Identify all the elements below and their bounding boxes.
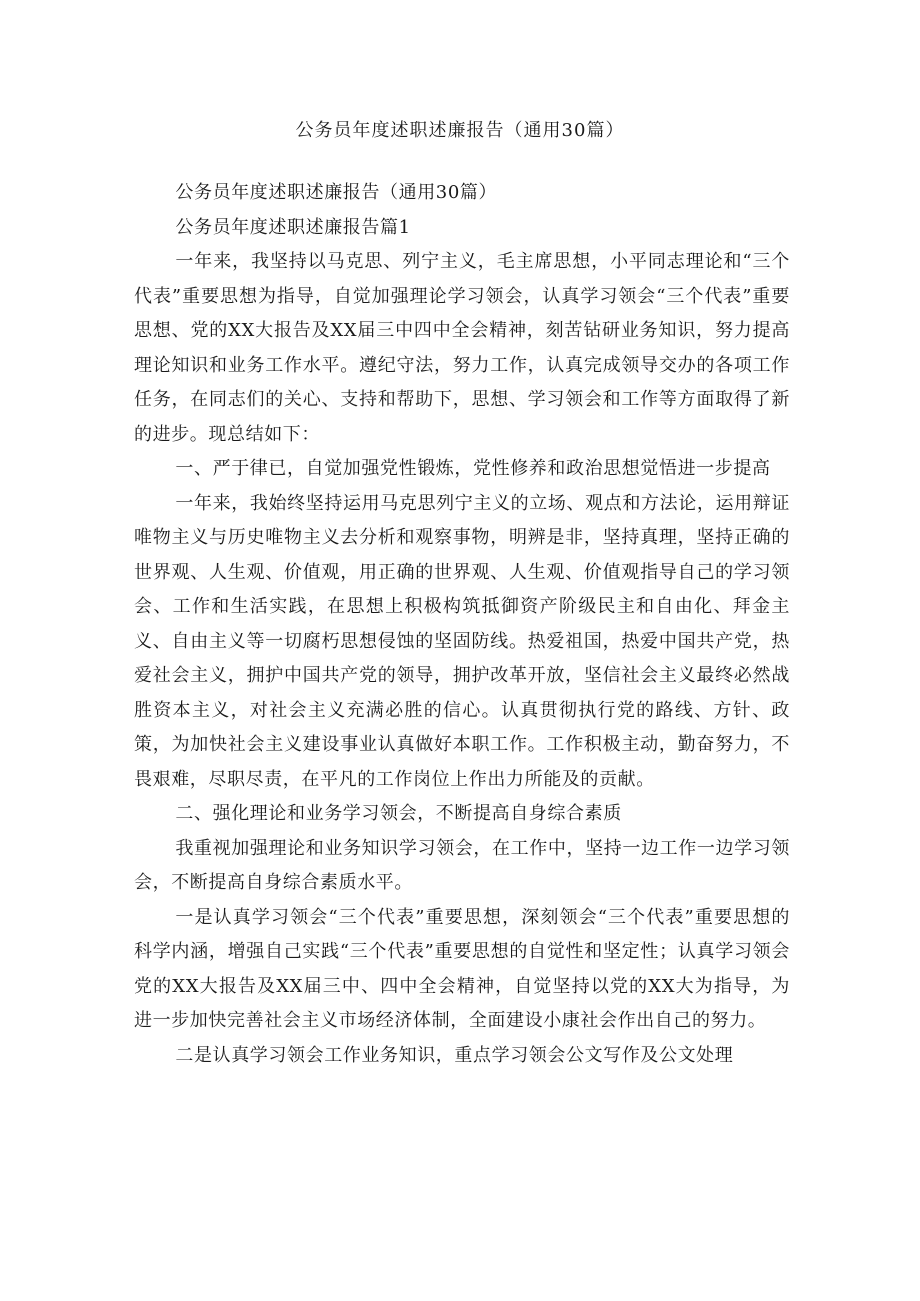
paragraph: 一是认真学习领会“三个代表”重要思想，深刻领会“三个代表”重要思想的科学内涵，增强自己实践“三个代表”重要思想的自觉性和坚定性；认真学习领会党的XX大报告及XX届三中、四中全会精神，自觉坚持以党的XX大为指导，为进一步加快完善社会主义市场经济体制，全面建设小康社会作出自己的努力。 [134, 906, 790, 1031]
subtitle-line: 公务员年度述职述廉报告（通用30篇） [175, 182, 498, 203]
paragraph: 二是认真学习领会工作业务知识，重点学习领会公文写作及公文处理 [175, 1044, 734, 1066]
section-heading: 一、严于律已，自觉加强党性锻炼，党性修养和政治思想觉悟进一步提高 [175, 458, 771, 479]
paragraph: 我重视加强理论和业务知识学习领会，在工作中，坚持一边工作一边学习领会，不断提高自身综合素质水平。 [134, 837, 790, 893]
section-heading: 二、强化理论和业务学习领会，不断提高自身综合素质 [175, 803, 622, 824]
paragraph: 一年来，我始终坚持运用马克思列宁主义的立场、观点和方法论，运用辩证唯物主义与历史唯物主义去分析和观察事物，明辨是非，坚持真理，坚持正确的世界观、人生观、价值观，用正确的世界观、人生观、价值观指导自己的学习领会、工作和生活实践，在思想上积极构筑抵御资产阶级民主和自由化、拜金主义、自由主义等一切腐朽思想侵蚀的坚固防线。热爱祖国，热爱中国共产党，热爱社会主义，拥护中国共产党的领导，拥护改革开放，坚信社会主义最终必然战胜资本主义，对社会主义充满必胜的信心。认真贯彻执行党的路线、方针、政策，为加快社会主义建设事业认真做好本职工作。工作积极主动，勤奋努力，不畏艰难，尽职尽责，在平凡的工作岗位上作出力所能及的贡献。 [134, 492, 790, 790]
paragraph: 一年来，我坚持以马克思、列宁主义，毛主席思想，小平同志理论和“三个代表”重要思想为指导，自觉加强理论学习领会，认真学习领会“三个代表”重要思想、党的XX大报告及XX届三中四中全会精神，刻苦钻研业务知识，努力提高理论知识和业务工作水平。遵纪守法，努力工作，认真完成领导交办的各项工作任务，在同志们的关心、支持和帮助下，思想、学习领会和工作等方面取得了新的进步。现总结如下： [134, 251, 790, 445]
document-title: 公务员年度述职述廉报告（通用30篇） [295, 120, 625, 141]
section-heading: 公务员年度述职述廉报告篇1 [175, 216, 411, 238]
document-body [134, 176, 790, 1073]
